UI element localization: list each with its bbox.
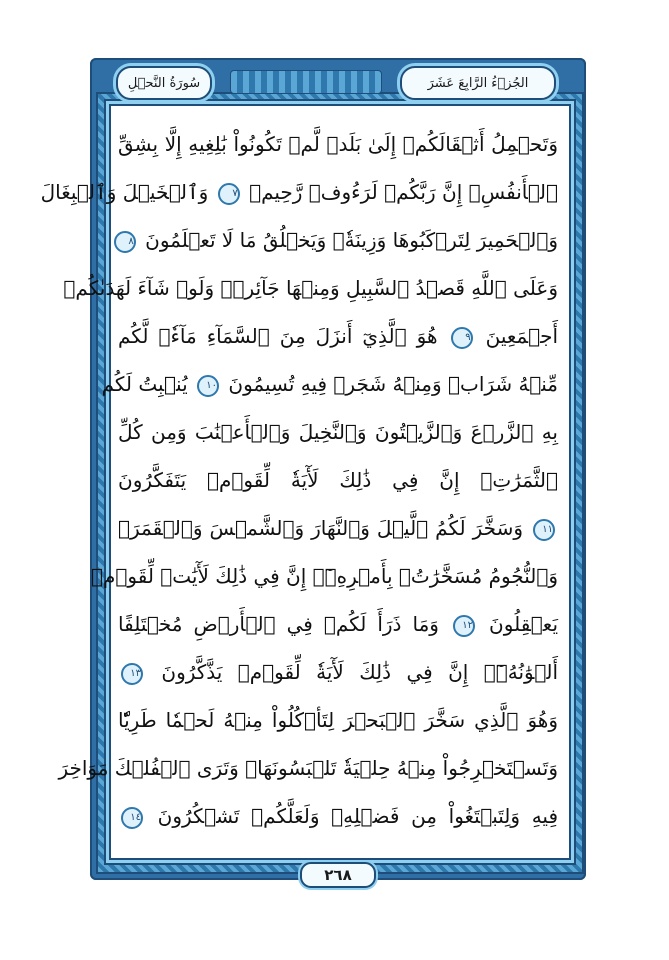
- text-line: [90, 556, 558, 596]
- line-text: وَسَخَّرَ لَكُمُ ٱلَّيۡلَ وَٱلنَّهَارَ وَٱلشَّمۡسَ وَٱلۡقَمَرَۖ: [118, 516, 523, 540]
- page-number: ٢٦٨: [324, 866, 352, 884]
- line-text: وَٱلۡحَمِيرَ لِتَرۡكَبُوهَا وَزِينَةٗۚ وَيَخۡلُقُ مَا لَا تَعۡلَمُونَ: [145, 228, 558, 252]
- text-line: [118, 652, 558, 692]
- line-text: وَتَسۡتَخۡرِجُواْ مِنۡهُ حِلۡيَةٗ تَلۡبَسُونَهَاۖ وَتَرَى ٱلۡفُلۡكَ مَوَاخِرَ: [58, 756, 558, 780]
- text-line: [63, 268, 558, 308]
- line-text: يُنۢبِتُ لَكُم: [101, 372, 188, 396]
- ayah-number-marker: ٧: [218, 183, 240, 205]
- line-text: بِهِ ٱلزَّرۡعَ وَٱلزَّيۡتُونَ وَٱلنَّخِيلَ وَٱلۡأَعۡنَٰبَ وَمِن كُلِّ: [118, 420, 558, 444]
- line-text: مِّنۡهُ شَرَابٞ وَمِنۡهُ شَجَرٞ فِيهِ تُسِيمُونَ: [228, 372, 558, 396]
- line-text: وَعَلَى ٱللَّهِ قَصۡدُ ٱلسَّبِيلِ وَمِنۡهَا جَآئِرٞۚ وَلَوۡ شَآءَ لَهَدَىٰكُمۡ: [63, 276, 558, 300]
- ayah-number-marker: ١٠: [197, 375, 219, 397]
- ayah-number-marker: ١١: [533, 519, 555, 541]
- line-text: وَهُوَ ٱلَّذِي سَخَّرَ ٱلۡبَحۡرَ لِتَأۡكُلُواْ مِنۡهُ لَحۡمٗا طَرِيّٗا: [118, 708, 558, 732]
- text-line: [118, 412, 558, 452]
- surah-name: سُورَةُ النَّحۡلِ: [127, 75, 201, 91]
- ayah-number-marker: ١٤: [121, 807, 143, 829]
- line-text: أَجۡمَعِينَ: [485, 324, 559, 348]
- ayah-number-marker: ٩: [451, 327, 473, 349]
- line-text: يَعۡقِلُونَ: [489, 612, 559, 636]
- ayah-number-marker: ١٣: [121, 663, 143, 685]
- text-line: [118, 796, 558, 836]
- header-ornament: [230, 70, 382, 94]
- text-line: [118, 508, 558, 548]
- line-text: ٱلثَّمَرَٰتِۚ إِنَّ فِي ذَٰلِكَ لَأٓيَةٗ لِّقَوۡمٖ يَتَفَكَّرُونَ: [118, 468, 558, 492]
- page-number-box: [300, 862, 376, 888]
- text-line: [58, 748, 558, 788]
- text-line: [40, 172, 558, 212]
- text-line: [118, 316, 558, 356]
- ayah-number-marker: ٨: [114, 231, 136, 253]
- ayah-number-marker: ١٢: [453, 615, 475, 637]
- line-text: فِيهِ وَلِتَبۡتَغُواْ مِن فَضۡلِهِۦ وَلَعَلَّكُمۡ تَشۡكُرُونَ: [157, 804, 559, 828]
- line-text: هُوَ ٱلَّذِيٓ أَنزَلَ مِنَ ٱلسَّمَآءِ مَآءٗۖ لَّكُم: [118, 324, 438, 348]
- text-line: [118, 220, 558, 260]
- text-line: [118, 700, 558, 740]
- text-line: [118, 604, 558, 644]
- quran-text-area: [40, 116, 559, 846]
- line-text: أَلۡوَٰنُهُۥٓۚ إِنَّ فِي ذَٰلِكَ لَأٓيَةٗ لِّقَوۡمٖ يَذَّكَّرُونَ: [161, 660, 559, 684]
- line-text: وَٱلنُّجُومُ مُسَخَّرَٰتُۢ بِأَمۡرِهِۦٓۚ إِنَّ فِي ذَٰلِكَ لَأٓيَٰتٖ لِّقَوۡمٖ: [90, 564, 558, 588]
- line-text: وَمَا ذَرَأَ لَكُمۡ فِي ٱلۡأَرۡضِ مُخۡتَلِفًا: [118, 612, 439, 636]
- text-line: [101, 364, 558, 404]
- juz-name: الجُزۡءُ الرَّابِعَ عَشَرَ: [427, 75, 529, 91]
- text-line: [118, 460, 558, 500]
- line-text: ٱلۡأَنفُسِۚ إِنَّ رَبَّكُمۡ لَرَءُوفٞ رَّحِيمٞ: [249, 180, 558, 204]
- surah-name-cartouche: [116, 66, 212, 100]
- line-text: وَٱلۡخَيۡلَ وَٱلۡبِغَالَ: [40, 180, 209, 204]
- juz-name-cartouche: [400, 66, 556, 100]
- line-text: وَتَحۡمِلُ أَثۡقَالَكُمۡ إِلَىٰ بَلَدٖ لَّمۡ تَكُونُواْ بَٰلِغِيهِ إِلَّا بِشِقِّ: [118, 132, 558, 156]
- text-line: [118, 124, 558, 164]
